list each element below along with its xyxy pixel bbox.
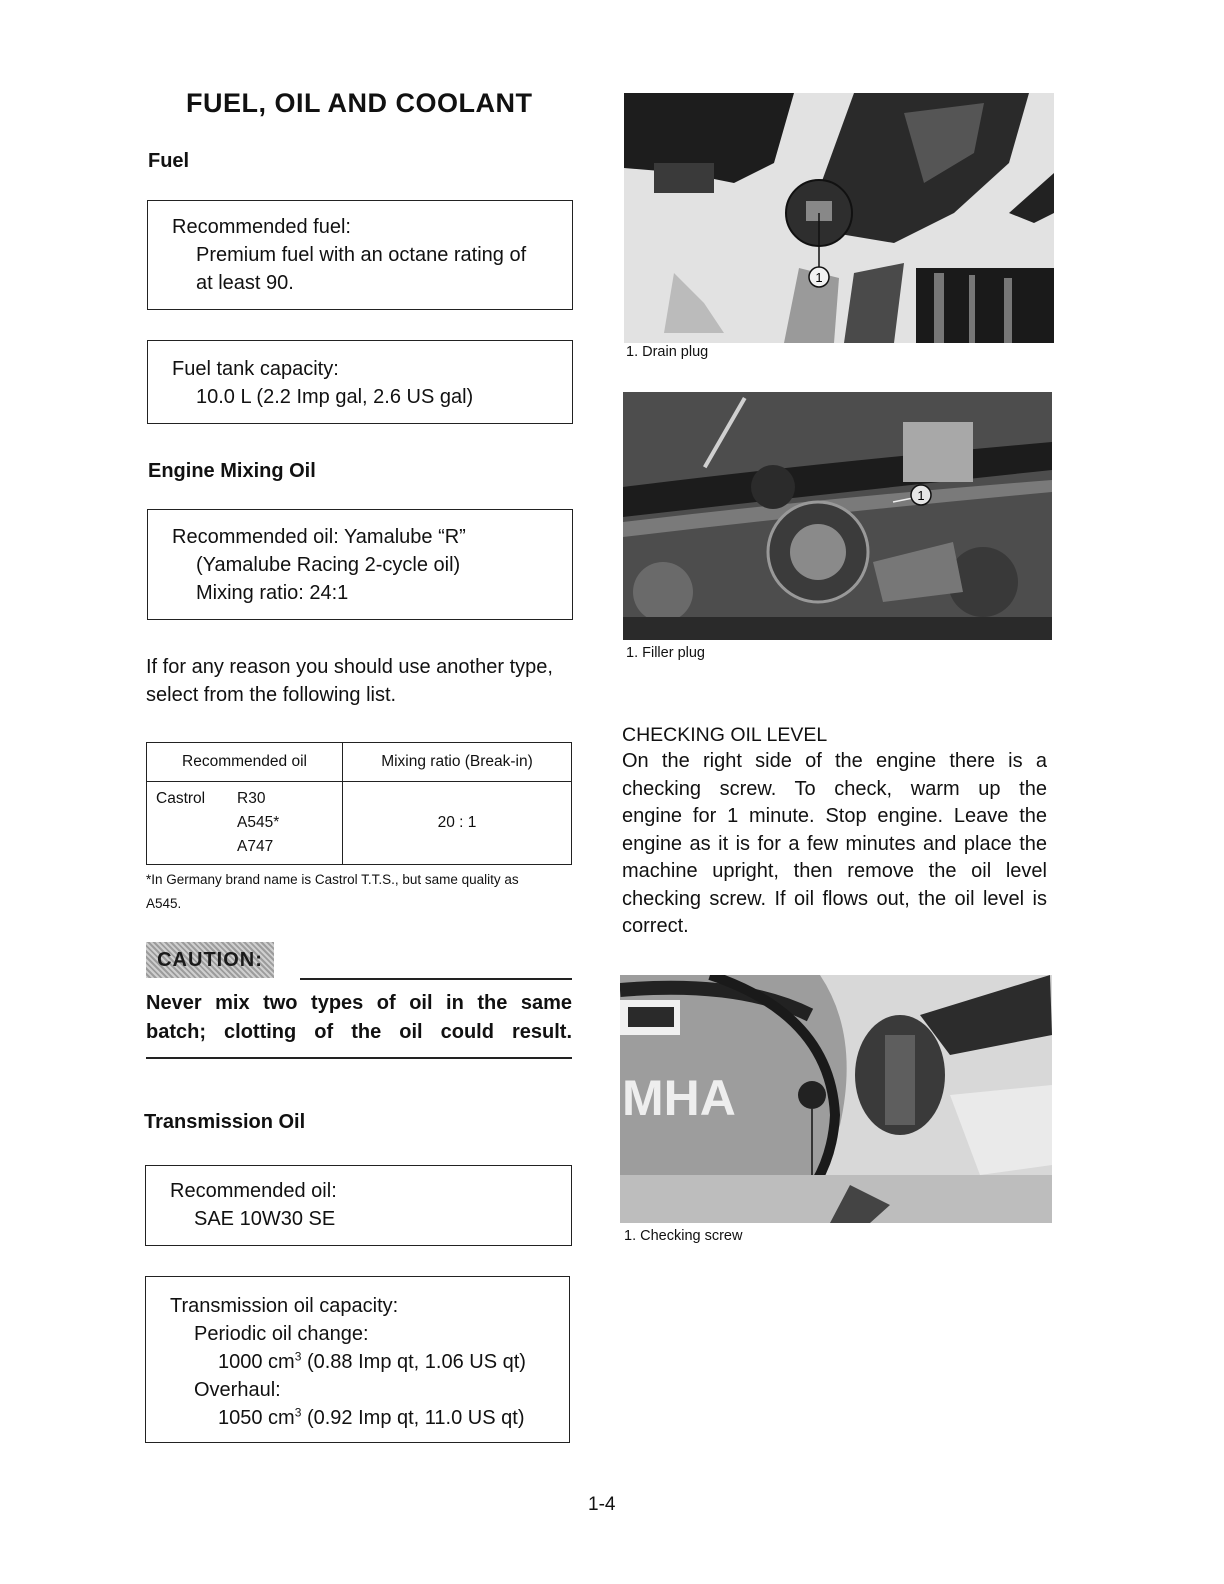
page-number: 1-4 <box>588 1494 616 1515</box>
checking-line: machine upright, then remove the oil level <box>622 860 1047 882</box>
checking-line: checking screw. To check, warm up the <box>622 777 1047 800</box>
oil-grade: A747 <box>237 838 274 855</box>
checking-oil-heading: CHECKING OIL LEVEL <box>622 724 828 746</box>
recommended-fuel-line: Premium fuel with an octane rating of <box>196 244 527 266</box>
overhaul-amount: 1050 cm <box>218 1407 295 1429</box>
checking-screw-caption: 1. Checking screw <box>624 1228 743 1244</box>
mixing-oil-heading: Engine Mixing Oil <box>148 460 316 482</box>
oil-footnote <box>146 868 519 916</box>
filler-plug-photo <box>623 392 1052 640</box>
drain-plug-photo <box>624 93 1054 343</box>
transmission-recommended-box <box>145 1165 572 1246</box>
checking-screw-photo <box>620 975 1052 1223</box>
drain-plug-marker: 1 <box>815 270 823 285</box>
transmission-heading: Transmission Oil <box>144 1111 306 1133</box>
oil-grade: A545* <box>237 814 280 831</box>
oil-brand: Castrol <box>156 790 206 807</box>
oil-table-cell <box>147 782 343 865</box>
checking-line: engine as it is for a few minutes and place the <box>622 832 1047 855</box>
fuel-capacity-value: 10.0 L (2.2 Imp gal, 2.6 US gal) <box>196 386 474 408</box>
caution-label: CAUTION: <box>146 942 274 978</box>
oil-table-header: Recommended oil <box>147 743 343 782</box>
oil-grade: R30 <box>237 790 266 807</box>
oil-table-header: Mixing ratio (Break-in) <box>343 743 572 782</box>
caution-rule <box>300 978 572 980</box>
mixing-oil-box <box>147 509 573 620</box>
checking-line: engine for 1 minute. Stop engine. Leave the <box>622 805 1047 827</box>
transmission-recommended-value: SAE 10W30 SE <box>194 1208 336 1230</box>
drain-plug-illustration <box>624 93 1054 343</box>
caution-line: Never mix two types of oil in the same <box>146 992 572 1014</box>
mixing-oil-line: Recommended oil: Yamalube “R” <box>172 526 466 548</box>
recommended-fuel-box <box>147 200 573 310</box>
checking-line: On the right side of the engine there is a <box>622 750 1047 772</box>
drain-plug-caption: 1. Drain plug <box>626 344 709 360</box>
filler-plug-illustration <box>623 392 1052 640</box>
fuel-heading: Fuel <box>148 150 190 172</box>
checking-line: correct. <box>622 915 689 937</box>
alternative-oil-line: select from the following list. <box>146 683 397 706</box>
brand-fragment: MHA <box>622 1070 736 1126</box>
oil-table <box>146 742 572 865</box>
oil-ratio: 20 : 1 <box>343 782 572 865</box>
overhaul-rest: (0.92 Imp qt, 11.0 US qt) <box>301 1407 525 1429</box>
filler-plug-marker: 1 <box>917 488 925 503</box>
mixing-oil-line: Mixing ratio: 24:1 <box>196 582 349 604</box>
footnote-line: A545. <box>146 896 182 911</box>
alternative-oil-text <box>146 654 553 709</box>
periodic-amount: 1000 cm <box>218 1351 295 1373</box>
checking-oil-text <box>622 748 1047 941</box>
fuel-capacity-label: Fuel tank capacity: <box>172 358 339 380</box>
fuel-capacity-box <box>147 340 573 424</box>
recommended-fuel-line: at least 90. <box>196 272 294 294</box>
overhaul-value <box>170 1404 569 1432</box>
periodic-rest: (0.88 Imp qt, 1.06 US qt) <box>301 1351 526 1373</box>
footnote-line: *In Germany brand name is Castrol T.T.S., but same quality as <box>146 872 519 887</box>
filler-plug-caption: 1. Filler plug <box>626 645 705 661</box>
transmission-capacity-box <box>145 1276 570 1443</box>
cube-superscript: 3 <box>294 1405 302 1420</box>
transmission-capacity-label: Transmission oil capacity: <box>170 1295 399 1317</box>
alternative-oil-line: If for any reason you should use another type, <box>146 656 553 678</box>
transmission-recommended-label: Recommended oil: <box>170 1180 337 1202</box>
periodic-label: Periodic oil change: <box>194 1323 369 1345</box>
periodic-value <box>170 1348 569 1376</box>
recommended-fuel-label: Recommended fuel: <box>172 216 351 238</box>
page-title: FUEL, OIL AND COOLANT <box>186 88 533 118</box>
caution-bottom-rule <box>146 1057 572 1059</box>
caution-text <box>146 989 572 1047</box>
caution-line: batch; clotting of the oil could result. <box>146 1021 572 1043</box>
checking-screw-illustration <box>620 975 1052 1223</box>
mixing-oil-line: (Yamalube Racing 2-cycle oil) <box>196 554 461 576</box>
overhaul-label: Overhaul: <box>194 1379 281 1401</box>
checking-line: checking screw. If oil flows out, the oil level is <box>622 887 1047 910</box>
cube-superscript: 3 <box>294 1349 302 1364</box>
